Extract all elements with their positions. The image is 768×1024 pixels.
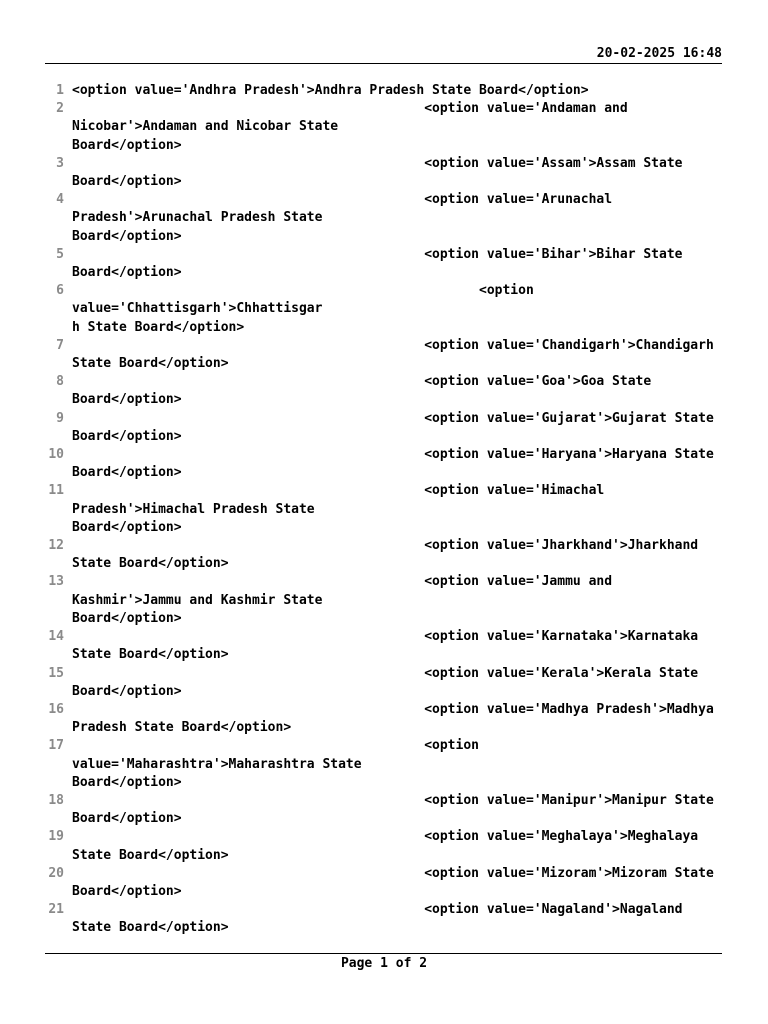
code-line [45, 537, 722, 573]
code-text: <option value='Chandigarh'>Chandigarh State Board</option> [72, 337, 714, 372]
code-line [45, 100, 722, 155]
code-text: <option value='Manipur'>Manipur State Board</option> [72, 792, 714, 827]
code-text: <option value='Mizoram'>Mizoram State Board</option> [72, 865, 714, 899]
code-text: <option value='Jammu and Kashmir'>Jammu and Kashmir State Board</option> [72, 574, 613, 626]
code-line [45, 373, 722, 409]
code-text: <option value='Jharkhand'>Jharkhand State Board</option> [72, 538, 699, 572]
code-text: <option value='Himachal Pradesh'>Himachal Pradesh State Board</option> [72, 483, 605, 535]
code-text: <option value='Meghalaya'>Meghalaya State Board</option> [72, 829, 699, 863]
code-line [45, 865, 722, 901]
line-number: 13 [48, 574, 64, 590]
code-line [45, 410, 722, 446]
code-text: <option value='Arunachal Pradesh'>Arunachal Pradesh State Board</option> [72, 192, 613, 244]
code-line [45, 482, 722, 537]
line-number: 3 [56, 155, 64, 171]
code-line [45, 82, 722, 100]
code-text: <option value='Haryana'>Haryana State Board</option> [72, 447, 714, 481]
code-text: <option value='Andaman and Nicobar'>Andaman and Nicobar State Board</option> [72, 101, 628, 153]
line-number: 14 [48, 629, 64, 645]
code-text: <option value='Madhya Pradesh'>Madhya Pradesh State Board</option> [72, 701, 714, 736]
line-number: 4 [56, 192, 64, 208]
line-number: 19 [48, 829, 64, 845]
code-text: <option value='Kerala'>Kerala State Board</option> [72, 665, 699, 699]
line-number: 9 [56, 410, 64, 426]
code-text: <option value='Karnataka'>Karnataka State Board</option> [72, 629, 699, 663]
line-number: 6 [56, 283, 64, 299]
header-divider [45, 63, 722, 64]
code-text: <option value='Chhattisgarh'>Chhattisgar h State Board</option> [72, 283, 534, 335]
code-line [45, 155, 722, 191]
code-text: <option value='Maharashtra'>Maharashtra State Board</option> [72, 738, 479, 790]
code-line [45, 737, 722, 792]
code-line [45, 828, 722, 864]
footer-divider [45, 953, 722, 954]
line-number: 21 [48, 902, 64, 918]
header-timestamp: 20-02-2025 16:48 [596, 46, 722, 61]
code-listing [45, 82, 722, 938]
line-number: 17 [48, 738, 64, 754]
code-text: <option value='Assam'>Assam State Board</option> [72, 155, 683, 190]
code-line [45, 792, 722, 828]
code-text: <option value='Gujarat'>Gujarat State Board</option> [72, 410, 714, 444]
code-line [45, 337, 722, 373]
code-text: <option value='Andhra Pradesh'>Andhra Pradesh State Board</option> [72, 83, 589, 98]
code-line [45, 665, 722, 701]
code-line [45, 282, 722, 337]
code-line [45, 446, 722, 482]
code-line [45, 628, 722, 664]
code-text: <option value='Bihar'>Bihar State Board</option> [72, 246, 683, 281]
code-text: <option value='Nagaland'>Nagaland State Board</option> [72, 902, 683, 936]
line-number: 10 [48, 447, 64, 463]
code-line [45, 901, 722, 937]
code-line [45, 191, 722, 246]
line-number: 18 [48, 792, 64, 808]
line-number: 15 [48, 665, 64, 681]
line-number: 2 [56, 101, 64, 117]
line-number: 7 [56, 337, 64, 353]
line-number: 11 [48, 483, 64, 499]
page-number: Page 1 of 2 [340, 956, 428, 971]
line-number: 20 [48, 865, 64, 881]
code-line [45, 701, 722, 737]
line-number: 12 [48, 538, 64, 554]
line-number: 8 [56, 374, 64, 390]
code-text: <option value='Goa'>Goa State Board</option> [72, 374, 652, 408]
line-number: 16 [48, 701, 64, 717]
line-number: 5 [56, 246, 64, 262]
code-line [45, 573, 722, 628]
line-number: 1 [56, 83, 64, 98]
code-line [45, 246, 722, 282]
